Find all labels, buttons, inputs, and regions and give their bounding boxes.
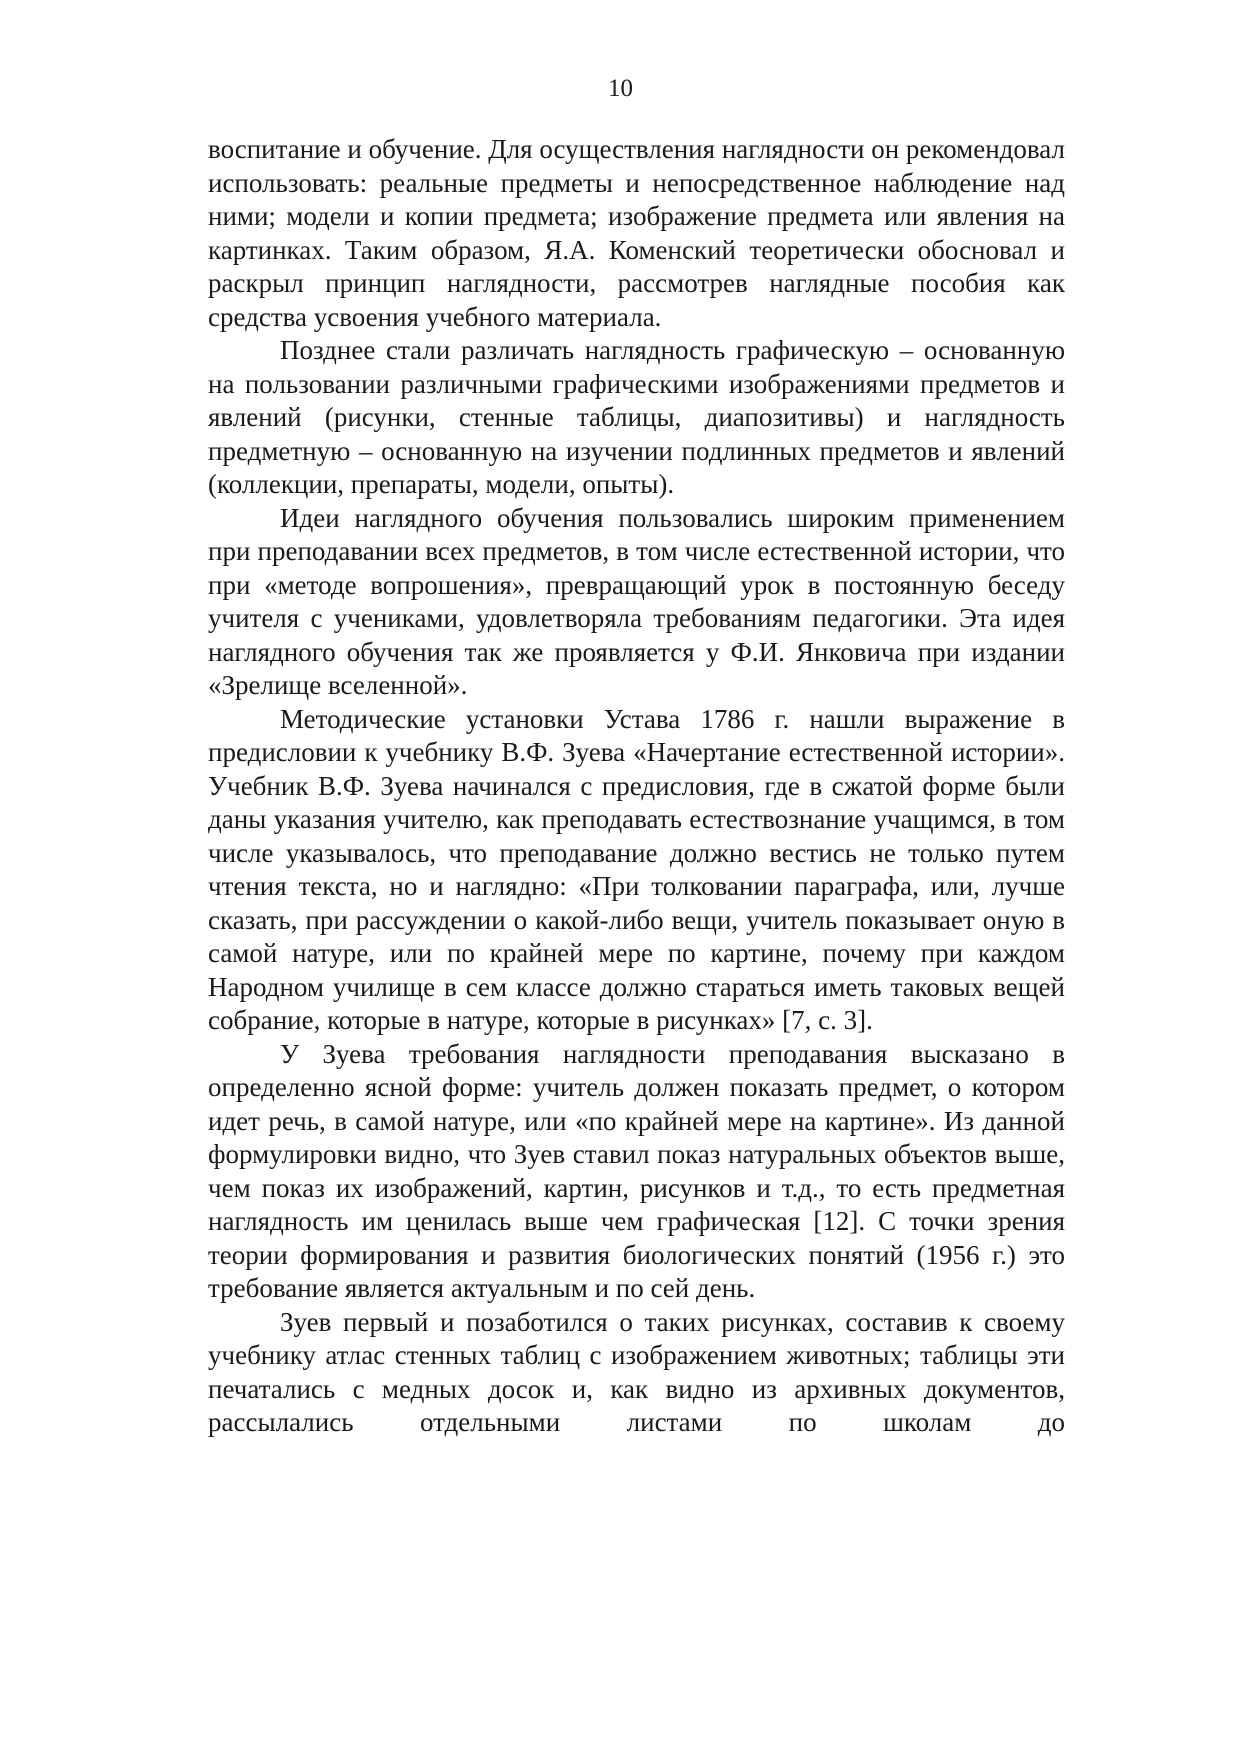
page-number: 10 [608, 75, 633, 102]
paragraph-2: Позднее стали различать наглядность графическую – основанную на пользовании различными графическими изображениями предметов и явлений (рисунки, стенные таблицы, диапозитивы) и наглядность предметную – основанную на изучении подлинных предметов и явлений (коллекции, препараты, модели, опыты). [208, 335, 1065, 499]
paragraph-5: У Зуева требования наглядности преподавания высказано в определенно ясной форме: учитель должен показать предмет, о котором идет речь, в самой натуре, или «по крайней мере на картине». Из данной формулировки видно, что Зуев ставил показ натуральных объектов выше, чем показ их изображений, картин, рисунков и т.д., то есть предметная наглядность им ценилась выше чем графическая [12]. С точки зрения теории формирования и развития биологических понятий (1956 г.) это требование является актуальным и по сей день. [208, 1038, 1065, 1303]
paragraph-3: Идеи наглядного обучения пользовались широким применением при преподавании всех предметов, в том числе естественной истории, что при «методе вопрошения», превращающий урок в постоянную беседу учителя с учениками, удовлетворяла требованиям педагогики. Эта идея наглядного обучения так же проявляется у Ф.И. Янковича при издании «Зрелище вселенной». [208, 502, 1065, 700]
paragraph-4: Методические установки Устава 1786 г. нашли выражение в предисловии к учебнику В.Ф. Зуева «Начертание естественной истории». Учебник В.Ф. Зуева начинался с предисловия, где в сжатой форме были даны указания учителю, как преподавать естествознание учащимся, в том числе указывалось, что преподавание должно вестись не только путем чтения текста, но и наглядно: «При толковании параграфа, или, лучше сказать, при рассуждении о какой-либо вещи, учитель показывает оную в самой натуре, или по крайней мере по картине, почему при каждом Народном училище в сем классе должно стараться иметь таковых вещей собрание, которые в натуре, которые в рисунках» [7, с. 3]. [208, 703, 1065, 1035]
paragraph-6: Зуев первый и позаботился о таких рисунках, составив к своему учебнику атлас стенных таблиц с изображением животных; таблицы эти печатались с медных досок и, как видно из архивных документов, рассылались отдельными листами по школам до [208, 1306, 1065, 1437]
paragraph-1: воспитание и обучение. Для осуществления наглядности он рекомендовал использовать: реальные предметы и непосредственное наблюдение над ними; модели и копии предмета; изображение предмета или явления на картинках. Таким образом, Я.А. Коменский теоретически обосновал и раскрыл принцип наглядности, рассмотрев наглядные пособия как средства усвоения учебного материала. [208, 134, 1065, 332]
body-text [208, 133, 1065, 1440]
